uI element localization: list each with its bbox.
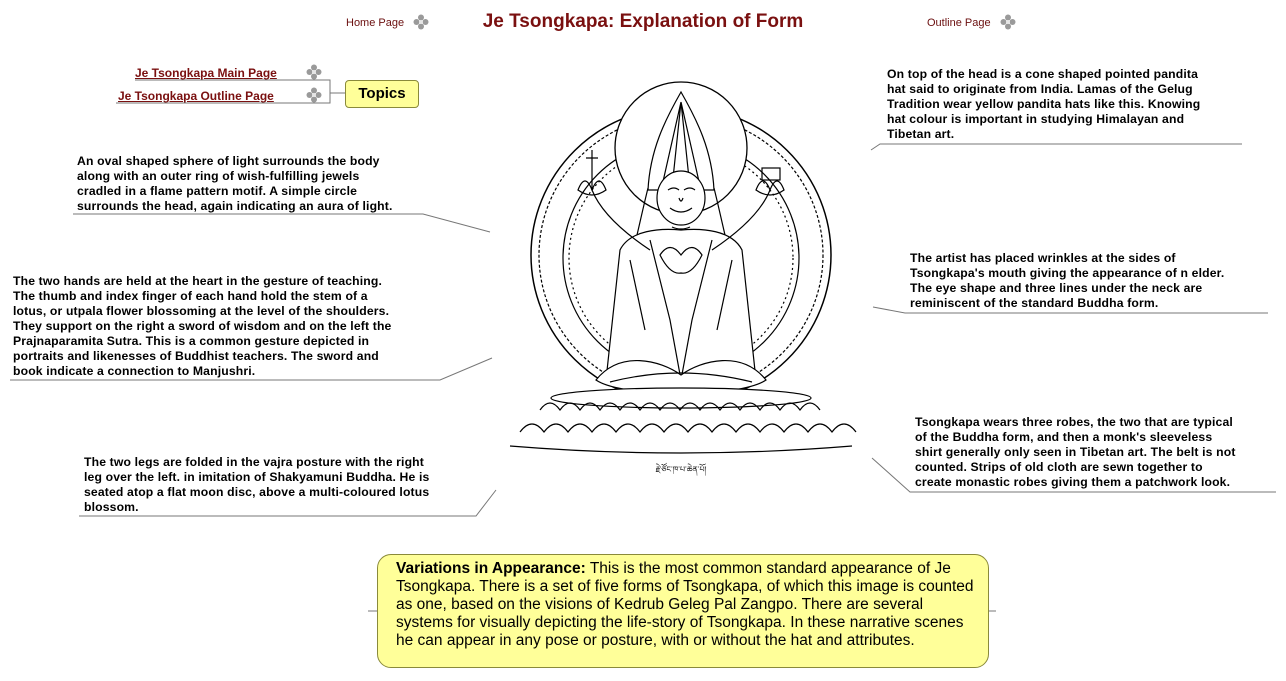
hands-note: The two hands are held at the heart in the gesture of teaching. The thumb and index finger of each hand hold the stem of a lotus, or utpala flower blossoming at the level of the shoulders. They support on the right a sword of wisdom and on the left the Prajnaparamita Sutra. This is a common gesture depicted in portraits and likenesses of Buddhist teachers. The sword and book indicate a connection to Manjushri.: [13, 274, 392, 378]
variations-heading: Variations in Appearance:: [396, 560, 586, 577]
main-page-link[interactable]: Je Tsongkapa Main Page: [135, 66, 277, 80]
variations-callout: [377, 554, 989, 668]
topics-node[interactable]: Topics: [345, 80, 419, 108]
gear-icon[interactable]: [306, 87, 322, 108]
legs-note: The two legs are folded in the vajra posture with the right leg over the left. in imitation of Shakyamuni Buddha. He is seated atop a flat moon disc, above a multi-coloured lotus blossom.: [84, 455, 430, 514]
outline-page-link[interactable]: Outline Page: [927, 17, 991, 29]
aura-note: An oval shaped sphere of light surrounds the body along with an outer ring of wish-fulfilling jewels cradled in a flame pattern motif. A simple circle surrounds the head, again indicating an aura of light.: [77, 154, 393, 213]
home-page-link[interactable]: Home Page: [346, 17, 405, 29]
variations-text: This is the most common standard appearance of Je Tsongkapa. There is a set of five forms of Tsongkapa, of which this image is counted as one, based on the visions of Kedrub Geleg Pal Zangpo. There are several systems for visually depicting the life-story of Tsongkapa. In these narrative scenes he can appear in any pose or posture, with or without the hat and attributes.: [396, 560, 974, 649]
drawing-caption: རྗེ་ཙོང་ཁ་པ་ཆེན་པོ།: [655, 465, 707, 474]
gear-icon[interactable]: [1000, 14, 1016, 35]
page-title: Je Tsongkapa: Explanation of Form: [482, 11, 804, 32]
tsongkapa-drawing: [500, 80, 862, 480]
outline-page-topic-link[interactable]: Je Tsongkapa Outline Page: [118, 89, 274, 103]
wrinkles-note: The artist has placed wrinkles at the sides of Tsongkapa's mouth giving the appearance of n elder. The eye shape and three lines under the neck are reminiscent of the standard Buddha form.: [910, 251, 1225, 310]
robes-note: Tsongkapa wears three robes, the two that are typical of the Buddha form, and then a monk's sleeveless shirt generally only seen in Tibetan art. The belt is not counted. Strips of old cloth are sewn together to create monastic robes giving them a patchwork look.: [915, 415, 1236, 489]
gear-icon[interactable]: [306, 64, 322, 85]
hat-note: On top of the head is a cone shaped pointed pandita hat said to originate from India. Lamas of the Gelug Tradition wear yellow pandita hats like this. Knowing hat colour is important in studying Himalayan and Tibetan art.: [887, 67, 1201, 141]
